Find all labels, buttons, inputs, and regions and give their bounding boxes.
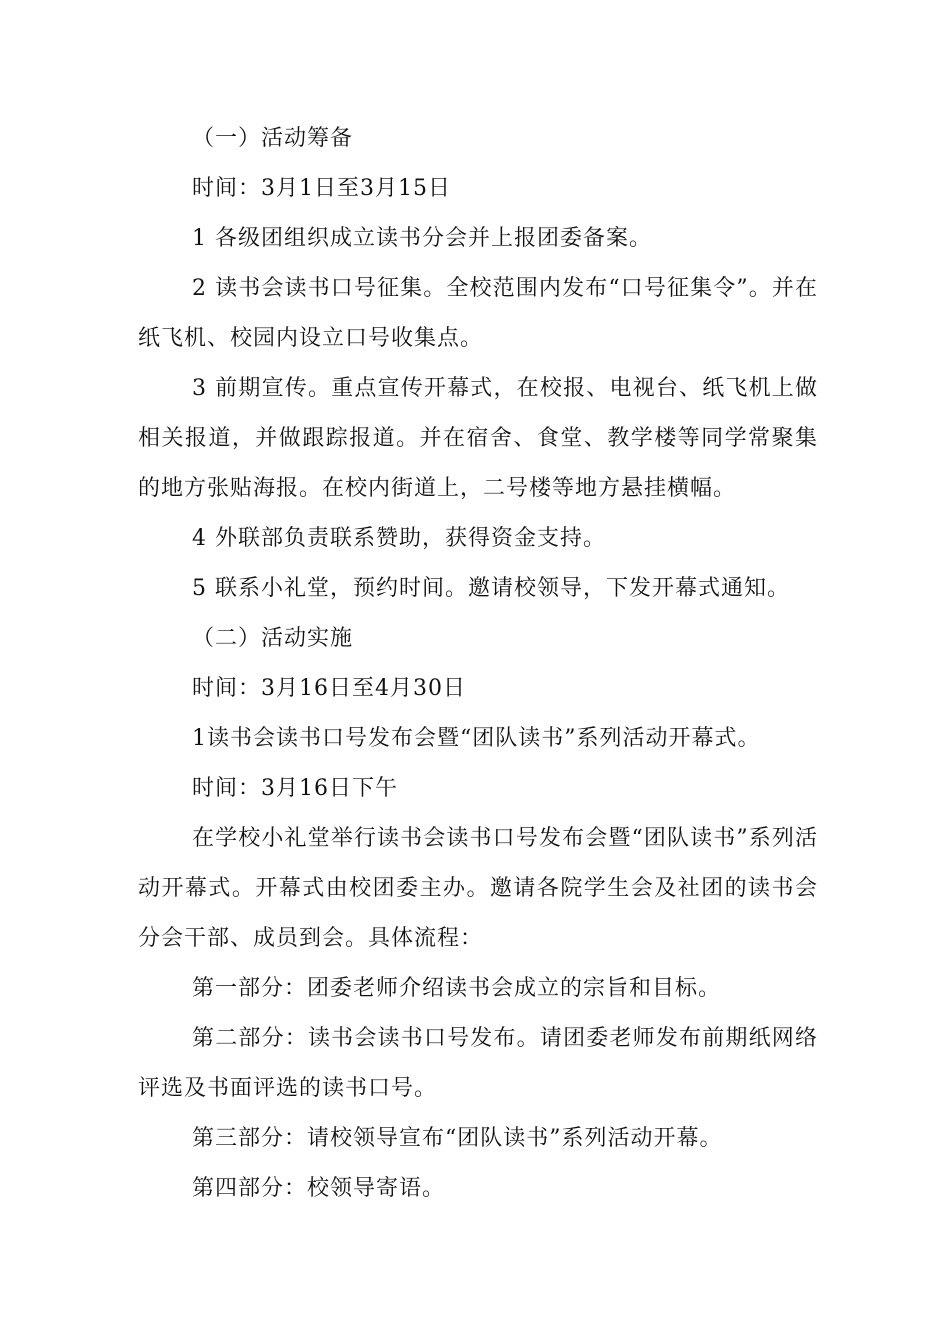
opening-description: 在学校小礼堂举行读书会读书口号发布会暨“团队读书”系列活动开幕式。开幕式由校团委主办。邀请各院学生会及社团的读书会分会干部、成员到会。具体流程： xyxy=(138,826,818,951)
section-heading-implementation: （二）活动实施 xyxy=(192,626,354,651)
preparation-item-5: 5 联系小礼堂，预约时间。邀请校领导，下发开幕式通知。 xyxy=(192,576,790,601)
procedure-part-1: 第一部分：团委老师介绍读书会成立的宗旨和目标。 xyxy=(192,976,722,1001)
preparation-item-2: 2 读书会读书口号征集。全校范围内发布“口号征集令”。并在纸飞机、校园内设立口号收集点。 xyxy=(138,276,818,351)
preparation-time: 时间：3月1日至3月15日 xyxy=(192,176,451,201)
procedure-part-2: 第二部分：读书会读书口号发布。请团委老师发布前期纸网络评选及书面评选的读书口号。 xyxy=(138,1026,818,1101)
procedure-part-3: 第三部分：请校领导宣布“团队读书”系列活动开幕。 xyxy=(192,1126,723,1151)
preparation-item-3: 3 前期宣传。重点宣传开幕式，在校报、电视台、纸飞机上做相关报道，并做跟踪报道。并在宿舍、食堂、教学楼等同学常聚集的地方张贴海报。在校内街道上，二号楼等地方悬挂横幅。 xyxy=(138,376,818,501)
procedure-part-4: 第四部分：校领导寄语。 xyxy=(192,1176,446,1201)
preparation-item-1: 1 各级团组织成立读书分会并上报团委备案。 xyxy=(192,226,652,251)
section-heading-preparation: （一）活动筹备 xyxy=(192,126,354,151)
implementation-time: 时间：3月16日至4月30日 xyxy=(192,676,466,701)
implementation-item-1: 1读书会读书口号发布会暨“团队读书”系列活动开幕式。 xyxy=(192,726,761,751)
preparation-item-4: 4 外联部负责联系赞助，获得资金支持。 xyxy=(192,526,606,551)
document-body xyxy=(138,114,818,1214)
opening-time: 时间：3月16日下午 xyxy=(192,776,398,801)
